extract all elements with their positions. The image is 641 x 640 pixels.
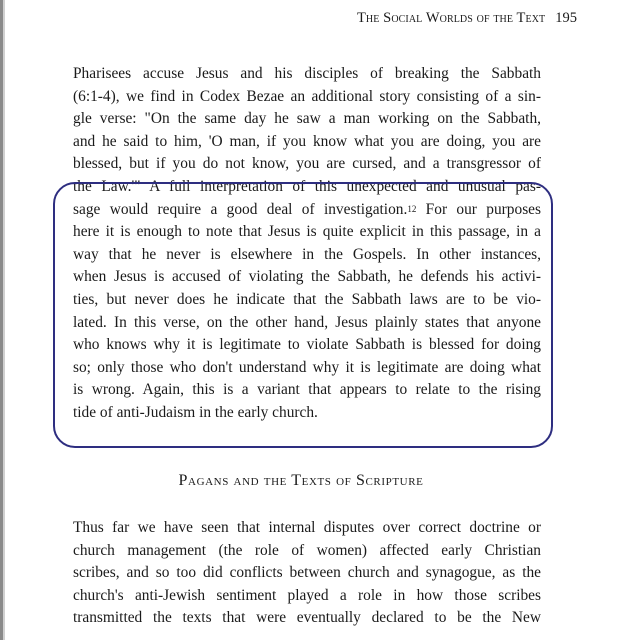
text-line: is wrong. Again, this is a variant that appears to relate to the rising — [73, 381, 541, 399]
paragraph-text — [73, 63, 541, 425]
text-line: who knows why it is legitimate to violate Sabbath is blessed for doing — [73, 336, 541, 354]
text-segment: For our purposes — [416, 200, 542, 218]
text-line: church management (the role of women) affected early Christian — [73, 541, 541, 559]
text-line: so; only those who don't understand why it is legitimate are doing what — [73, 358, 541, 376]
text-line: scribes, and so too did conflicts between church and synagogue, as the — [73, 564, 541, 582]
text-line: Pharisees accuse Jesus and his disciples of breaking the Sabbath — [73, 65, 541, 82]
document-page — [5, 0, 641, 640]
text-line: gle verse: "On the same day he saw a man working on the Sabbath, — [73, 110, 541, 128]
text-line: church's anti-Jewish sentiment played a role in how those scribes — [73, 586, 541, 604]
paragraph-text — [73, 517, 541, 630]
page-number: 195 — [555, 10, 577, 26]
text-line: when Jesus is accused of violating the Sabbath, he defends his activi- — [73, 268, 541, 286]
text-line: blessed, but if you do not know, you are cursed, and a transgressor of — [73, 155, 541, 173]
text-line: way that he never is elsewhere in the Gospels. In other instances, — [73, 245, 541, 263]
text-line: lated. In this verse, on the other hand, Jesus plainly states that anyone — [73, 313, 541, 331]
text-line — [73, 199, 541, 222]
text-line: tide of anti-Judaism in the early church. — [73, 403, 318, 421]
text-line: and he said to him, 'O man, if you know what you are doing, you are — [73, 132, 541, 150]
text-line: here it is enough to note that Jesus is quite explicit in this passage, in a — [73, 223, 541, 241]
running-head — [5, 10, 577, 27]
text-line: transmitted the texts that were eventually declared to be the New — [73, 609, 541, 627]
text-line: the Law.'" A full interpretation of this unexpected and unusual pas- — [73, 177, 541, 195]
text-line: ties, but never does he indicate that the Sabbath laws are to be vio- — [73, 290, 541, 308]
footnote-ref[interactable]: 12 — [407, 203, 417, 214]
text-line: Thus far we have seen that internal disputes over correct doctrine or — [73, 519, 541, 536]
text-line: (6:1-4), we find in Codex Bezae an additional story consisting of a sin- — [73, 87, 541, 105]
running-title: The Social Worlds of the Text — [356, 10, 546, 26]
text-segment: sage would require a good deal of investigation. — [73, 200, 408, 218]
section-heading: Pagans and the Texts of Scripture — [178, 472, 424, 489]
